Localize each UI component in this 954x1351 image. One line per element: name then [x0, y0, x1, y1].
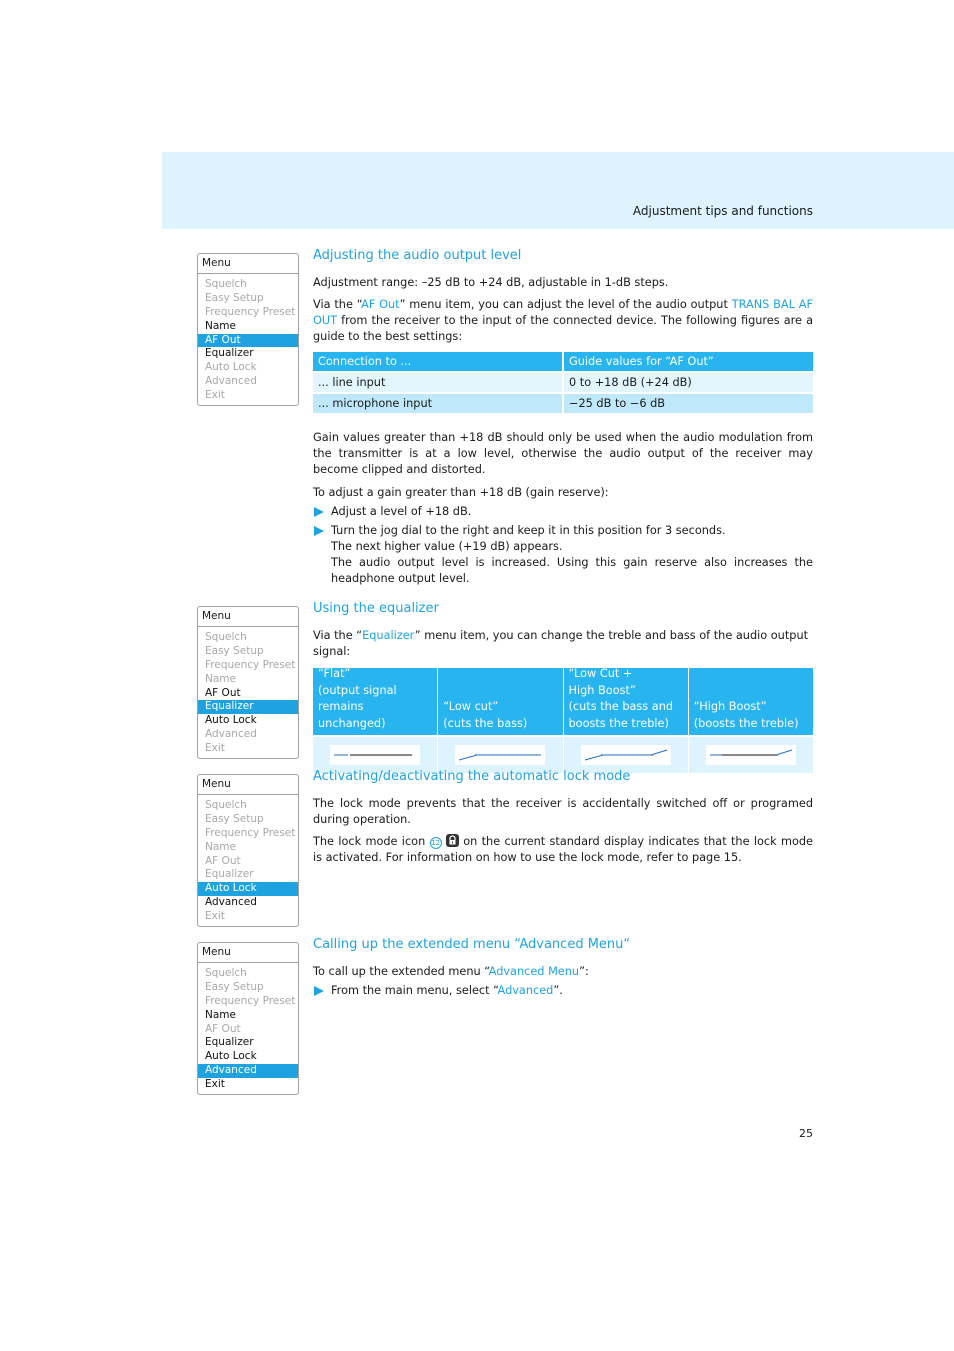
menu-title: Menu	[198, 607, 298, 627]
text: From the main menu, select “	[331, 984, 498, 997]
menu-item[interactable]: Advanced	[205, 896, 257, 909]
step-result: The next higher value (+19 dB) appears.	[331, 540, 563, 553]
menu-item-ref: Advanced	[497, 984, 554, 997]
socket-ref: TRANS BAL AF OUT	[313, 298, 813, 327]
menu-item[interactable]: Auto Lock	[205, 714, 257, 727]
low-cut-high-boost-curve-icon	[581, 745, 671, 765]
step-item	[313, 504, 813, 520]
table-header: Guide values for “AF Out”	[564, 352, 813, 371]
step-text: Turn the jog dial to the right and keep it in this position for 3 seconds.	[331, 524, 726, 537]
section-equalizer	[313, 601, 813, 773]
menu-item[interactable]: Squelch	[205, 799, 247, 811]
step-item	[313, 983, 813, 999]
eq-curve-cell	[689, 737, 813, 773]
menu-panel-equalizer	[197, 606, 299, 759]
menu-item[interactable]: Advanced	[198, 1064, 298, 1078]
text: ” menu item, you can change the treble and bass of the audio output signal:	[313, 629, 809, 658]
paragraph: Gain values greater than +18 dB should only be used when the audio modulation from the transmitter is at a low level, otherwise the audio output of the receiver may become clipped and distorted.	[313, 431, 813, 476]
text: ” menu item, you can adjust the level of the audio output	[399, 298, 732, 311]
menu-item[interactable]: AF Out	[205, 1022, 241, 1035]
eq-curve-cell	[313, 737, 437, 773]
menu-item[interactable]: Advanced	[205, 375, 257, 388]
paragraph	[313, 834, 813, 866]
menu-item[interactable]: Equalizer	[198, 700, 298, 714]
section-audio-output	[313, 248, 813, 587]
table-cell: −25 dB to −6 dB	[564, 394, 813, 413]
bullet-arrow-icon	[314, 526, 324, 536]
guide-values-table	[311, 350, 815, 415]
equalizer-table	[313, 668, 813, 773]
eq-label: “Low Cut + High Boost” (cuts the bass and boosts the treble)	[568, 667, 674, 730]
eq-header-low-cut-high-boost	[564, 668, 688, 735]
step-item	[313, 523, 813, 587]
menu-panel-af-out	[197, 253, 299, 406]
section-heading: Calling up the extended menu “Advanced Menu“	[313, 937, 631, 952]
menu-item[interactable]: Frequency Preset	[205, 994, 296, 1007]
menu-list	[198, 963, 298, 1094]
paragraph: The lock mode prevents that the receiver is accidentally switched off or programed during operation.	[313, 797, 813, 826]
section-lock-mode	[313, 769, 813, 866]
text: To call up the extended menu “	[313, 965, 489, 978]
menu-title: Menu	[198, 775, 298, 795]
menu-item[interactable]: Squelch	[205, 631, 247, 643]
menu-item[interactable]: Frequency Preset	[205, 305, 296, 318]
text: The lock mode icon	[313, 835, 430, 848]
eq-label: “High Boost” (boosts the treble)	[693, 700, 799, 730]
menu-item[interactable]: Exit	[205, 389, 225, 402]
menu-item[interactable]: Easy Setup	[205, 980, 264, 993]
menu-item[interactable]: Frequency Preset	[205, 826, 296, 839]
section-heading: Activating/deactivating the automatic lock mode	[313, 769, 631, 784]
menu-item[interactable]: Exit	[205, 742, 225, 755]
menu-item[interactable]: AF Out	[198, 334, 298, 348]
menu-item[interactable]: Squelch	[205, 278, 247, 290]
low-cut-curve-icon	[455, 745, 545, 765]
menu-item[interactable]: Auto Lock	[198, 882, 298, 896]
menu-item[interactable]: Equalizer	[205, 868, 254, 881]
section-heading: Adjusting the audio output level	[313, 248, 522, 263]
table-cell: ... line input	[313, 373, 562, 392]
text: Via the “	[313, 298, 362, 311]
bullet-arrow-icon	[314, 507, 324, 517]
text: from the receiver to the input of the connected device. The following figures are a guide to the best settings:	[313, 314, 813, 343]
menu-item-ref: Advanced Menu	[488, 965, 580, 978]
menu-item[interactable]: Name	[205, 319, 236, 332]
menu-item[interactable]: Exit	[205, 1078, 225, 1091]
paragraph	[313, 628, 813, 660]
menu-item[interactable]: Easy Setup	[205, 812, 264, 825]
menu-item[interactable]: Easy Setup	[205, 291, 264, 304]
menu-item[interactable]: Name	[205, 840, 236, 853]
table-row	[313, 394, 813, 413]
section-heading: Using the equalizer	[313, 601, 439, 616]
menu-list	[198, 274, 298, 405]
paragraph	[313, 964, 813, 980]
flat-curve-icon	[330, 745, 420, 765]
text: ”:	[579, 965, 589, 978]
menu-item[interactable]: AF Out	[205, 686, 241, 699]
header-band	[162, 152, 954, 229]
menu-title: Menu	[198, 254, 298, 274]
table-cell: 0 to +18 dB (+24 dB)	[564, 373, 813, 392]
page-number: 25	[799, 1127, 813, 1140]
menu-item-ref: AF Out	[361, 298, 400, 311]
menu-list	[198, 627, 298, 758]
menu-item[interactable]: Easy Setup	[205, 644, 264, 657]
lock-icon	[446, 834, 459, 847]
eq-label: “Low cut” (cuts the bass)	[443, 700, 528, 730]
eq-header-high-boost	[689, 668, 813, 735]
running-header: Adjustment tips and functions	[632, 204, 813, 218]
text: on the current standard display indicates that the lock mode is activated. For information on how to use the lock mode, refer to page 15.	[313, 835, 814, 864]
eq-curve-cell	[438, 737, 562, 773]
menu-item[interactable]: Squelch	[205, 967, 247, 979]
eq-curve-cell	[564, 737, 688, 773]
eq-header-low-cut	[438, 668, 562, 735]
menu-title: Menu	[198, 943, 298, 963]
menu-item[interactable]: Auto Lock	[205, 1050, 257, 1063]
menu-item[interactable]: Name	[205, 1008, 236, 1021]
callout-number: 12	[431, 839, 441, 847]
menu-item[interactable]: Exit	[205, 910, 225, 923]
eq-header-flat	[313, 668, 437, 735]
table-header: Connection to ...	[313, 352, 562, 371]
text: ”.	[553, 984, 563, 997]
paragraph: To adjust a gain greater than +18 dB (gain reserve):	[313, 486, 609, 499]
section-advanced-menu	[313, 937, 813, 999]
paragraph: Adjustment range: –25 dB to +24 dB, adjustable in 1-dB steps.	[313, 276, 669, 289]
menu-item[interactable]: AF Out	[205, 854, 241, 867]
step-text: Adjust a level of +18 dB.	[331, 505, 472, 518]
menu-item[interactable]: Name	[205, 672, 236, 685]
table-cell: ... microphone input	[313, 394, 562, 413]
menu-panel-auto-lock	[197, 774, 299, 927]
eq-label: “Flat” (output signal remains unchanged)	[318, 667, 397, 730]
menu-item[interactable]: Equalizer	[205, 347, 254, 360]
menu-panel-advanced	[197, 942, 299, 1095]
menu-item[interactable]: Auto Lock	[205, 361, 257, 374]
menu-item-ref: Equalizer	[362, 629, 415, 642]
menu-item[interactable]: Advanced	[205, 728, 257, 741]
table-row	[313, 373, 813, 392]
step-result: The audio output level is increased. Using this gain reserve also increases the headphone output level.	[331, 556, 813, 585]
bullet-arrow-icon	[314, 986, 324, 996]
high-boost-curve-icon	[706, 745, 796, 765]
menu-item[interactable]: Equalizer	[205, 1036, 254, 1049]
paragraph	[313, 297, 813, 345]
menu-list	[198, 795, 298, 926]
menu-item[interactable]: Frequency Preset	[205, 658, 296, 671]
text: Via the “	[313, 629, 363, 642]
